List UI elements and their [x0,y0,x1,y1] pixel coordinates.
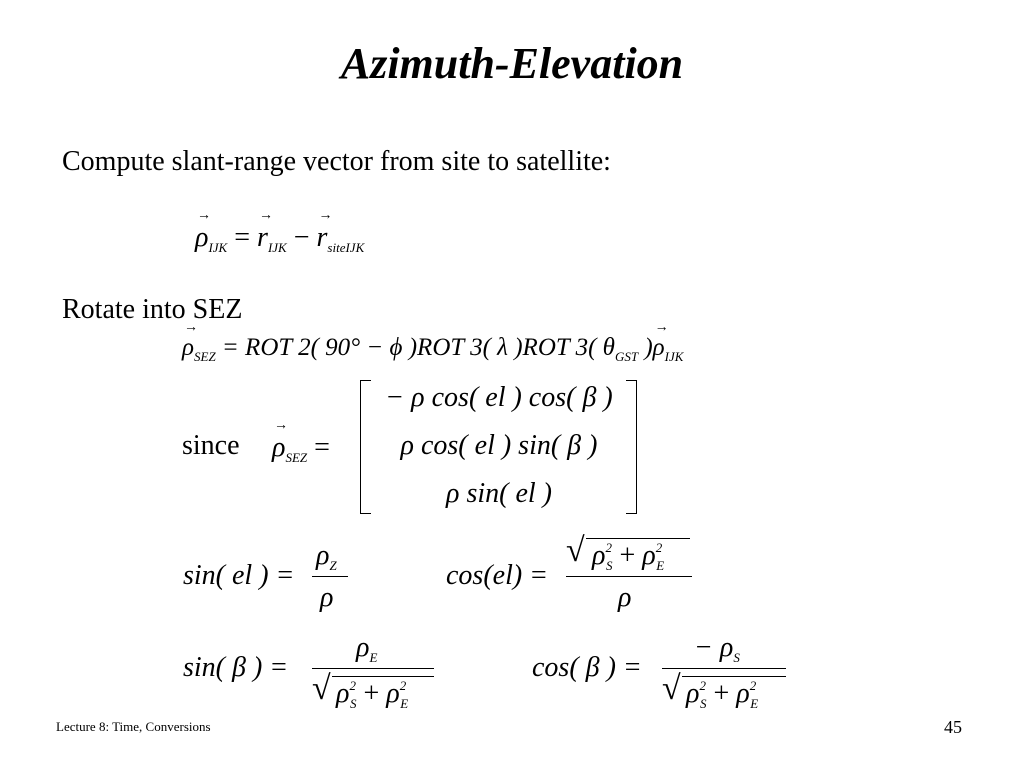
cos-beta-fraction-line [662,668,786,669]
rho-e-subscript-3: E [400,696,409,711]
rho-e-3: ρ [386,678,400,709]
sin-el-lhs: sin( el ) = [183,560,295,591]
lambda-symbol: λ [497,334,508,361]
rho-sez-lhs [272,432,330,466]
theta-symbol: θ [602,334,615,361]
sin-beta-denominator [336,678,408,712]
rho-sez-subscript-2: SEZ [285,450,308,465]
rho-s-subscript: S [605,558,613,573]
sin-beta-lhs: sin( β ) = [183,652,289,683]
rho-e-4: ρ [736,678,750,709]
plus-sign-2: + [363,678,380,709]
rho-z-subscript: Z [329,558,337,573]
rho-sez-vector-2: → ρ [272,432,285,464]
sqrt-sign: √ [566,532,585,569]
sqrt-overbar-2 [332,676,434,677]
matrix-row-3: ρ sin( el ) [446,478,552,509]
sin-el-fraction-line [312,576,348,577]
rho-s-3: ρ [686,678,700,709]
plus-sign-3: + [713,678,730,709]
intro-text: Compute slant-range vector from site to satellite: [62,146,611,177]
rho-sez-subscript: SEZ [194,349,216,364]
rotation-equation [182,334,683,365]
rho-e-power-2: 2 [399,678,407,693]
rho-s-subscript-2: S [349,696,357,711]
footer-text: Lecture 8: Time, Conversions [56,719,211,734]
sin-beta-numerator [356,632,377,666]
slide-title: Azimuth-Elevation [340,39,684,88]
rho-subscript: IJK [208,240,228,255]
plus-sign: + [619,540,636,571]
matrix-right-bracket [626,380,637,514]
sin-el-denominator: ρ [320,582,334,613]
rot3-term-2: )ROT 3( [507,334,603,361]
rho-s-power-3: 2 [699,678,706,693]
rho-e-power-3: 2 [749,678,757,693]
rho-ijk-subscript: IJK [664,349,684,364]
rho-e-2: ρ [356,632,370,663]
rho-s-2: ρ [336,678,350,709]
rot2-term: = ROT 2( 90° − [221,334,390,361]
cos-beta-denominator [686,678,758,712]
cos-beta-numerator [694,632,740,666]
page-number: 45 [944,717,962,737]
r-site-subscript: siteIJK [327,240,365,255]
neg-rho-s: − ρ [694,632,734,663]
rho-e-subscript: E [656,558,665,573]
slant-range-equation [195,222,364,256]
equals-sign: = [234,222,251,253]
neg-rho-s-subscript: S [733,650,740,665]
sqrt-sign-2: √ [312,670,331,707]
rho-vector: → ρ [195,222,208,254]
rho-e-subscript-4: E [750,696,759,711]
sqrt-overbar-3 [682,676,786,677]
rho-s-power: 2 [605,540,612,555]
cos-el-fraction-line [566,576,692,577]
matrix-row-1: − ρ cos( el ) cos( β ) [385,382,613,413]
rho-s: ρ [592,540,606,571]
close-paren: ) [638,334,653,361]
cos-el-numerator [592,540,664,574]
rho-s-subscript-3: S [699,696,707,711]
rot3-term: )ROT 3( [402,334,498,361]
rho-s-power-2: 2 [349,678,356,693]
cos-el-lhs: cos(el) = [446,560,549,591]
phi-symbol: ϕ [389,334,403,361]
matrix-row-2: ρ cos( el ) sin( β ) [400,430,598,461]
r-subscript: IJK [267,240,287,255]
theta-subscript: GST [614,349,639,364]
minus-sign: − [293,222,310,253]
sqrt-sign-3: √ [662,670,681,707]
rho-e-power: 2 [655,540,663,555]
r-site-vector: → r [317,222,328,254]
rotate-text: Rotate into SEZ [62,294,243,325]
rho-z: ρ [316,540,330,571]
rho-ijk-vector: → ρ [653,334,665,362]
rho-e-subscript-2: E [369,650,378,665]
cos-beta-lhs: cos( β ) = [532,652,642,683]
sin-beta-fraction-line [312,668,434,669]
cos-el-denominator: ρ [618,582,632,613]
matrix-left-bracket [360,380,371,514]
sqrt-overbar [586,538,690,539]
r-vector: → r [257,222,268,254]
equals-sign-2: = [314,432,330,463]
sin-el-numerator [316,540,337,574]
rho-e: ρ [642,540,656,571]
since-label: since [182,430,240,461]
rho-sez-vector: → ρ [182,334,194,362]
